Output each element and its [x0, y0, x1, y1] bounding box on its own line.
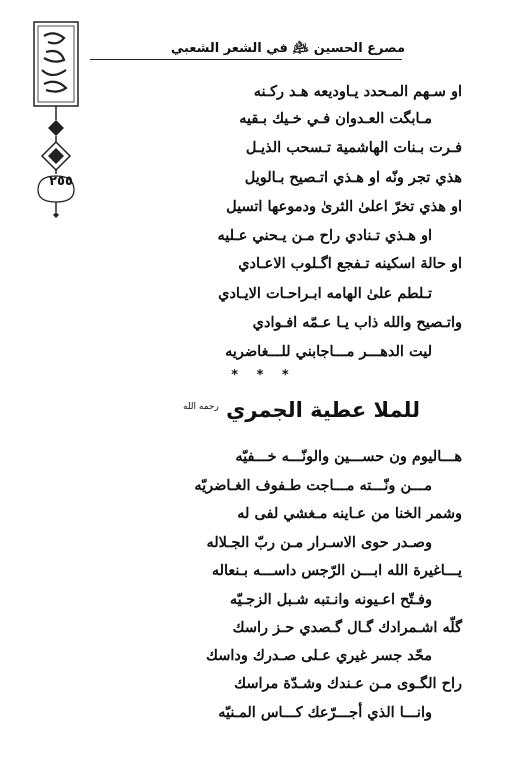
verse-line: وانـــا الذي أجـــرّعك كـــاس المـنيّه [218, 704, 432, 721]
section-title [183, 398, 420, 422]
verse-line: هـــاليوم ون حســـين والونّـــه خـــفيّه [235, 448, 462, 465]
verse-line: راح الگـوى مـن عـندك وشـدّة مراسك [234, 675, 462, 692]
verse-line: هذي تجر ونّه او هـذي اتـصيح بـالويل [244, 169, 462, 186]
verse-line: او هذي تخرّ اعلىٰ الثرىٰ ودموعها اتسيل [226, 198, 462, 215]
running-header-title: مصرع الحسين ﵇ في الشعر الشعبي [170, 41, 405, 56]
section-separator: * * * [231, 368, 289, 383]
verse-line: وفـتّح اعـيونه وانـتبه شـبل الزجـيّه [229, 591, 432, 608]
verse-line: محّد جسر غيري عـلى صـدرك وداسك [206, 647, 432, 664]
verse-line: تـلطم علىٰ الهامه ابـراحـات الايـادي [218, 285, 432, 302]
verse-line: او حالة اسكينه تـفجع اگـلوب الاعـادي [238, 255, 462, 272]
section-title-text: للملا عطية الجمري [226, 398, 420, 422]
verse-line: او سـهم المـحدد يـاوديعه هـد ركـنه [253, 83, 462, 100]
verse-line: ليت الدهـــر مـــاجابني للـــغاضريه [225, 343, 432, 360]
verse-line: فـرت بـنات الهاشمية تـسحب الذيـل [245, 139, 462, 156]
verse-line: او هـذي تـنادي راح مـن يـحني عـليه [217, 227, 432, 244]
verse-line: وصـدر حوى الاسـرار مـن ربّ الجـلاله [206, 534, 432, 551]
honorific-mark: رحمه الله [183, 402, 219, 412]
page-number: ٢٥٥ [49, 174, 73, 189]
verse-line: مـــن ونّـــته مـــاجت طـفوف الغـاضريّه [194, 477, 432, 494]
header-divider [90, 59, 402, 60]
verse-line: وشمر الخنا من عـاينه مـغشي لفى له [237, 505, 462, 522]
verse-line: واتـصيح والله ذاب يـا عـمّه افـوادي [252, 314, 462, 331]
verse-line: مـابگت العـدوان فـي خـيك بـقيه [239, 110, 432, 127]
verse-line: يـــاغيرة الله ابـــن الرّجس داســـه بـنعاله [211, 562, 462, 579]
verse-line: گلّه اشـمرادك گـال گـصدي حـز راسك [232, 619, 462, 636]
